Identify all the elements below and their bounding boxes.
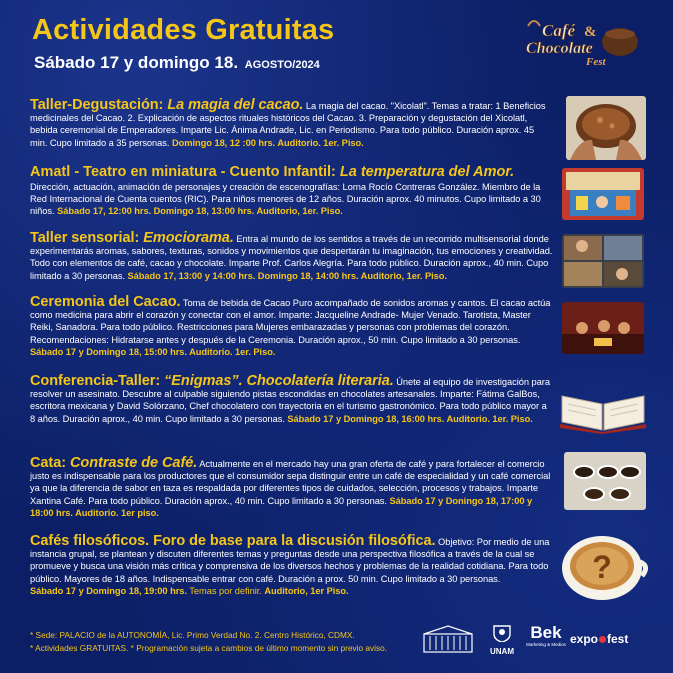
footer-venue: * Sede: PALACIO de la AUTONOMÍA, Lic. Primo Verdad No. 2. Centro Histórico, CDMX. (30, 630, 355, 640)
activity-description: Dirección, actuación, animación de personajes y creación de escenografías: Lorna Rocío Contreras González. Miembro de la Red Internacional de Cuenta cuentos (RIC). Para niños menores de 12 años. Duración aprox. 40 minutos. Cupo limitado a 30 niños. (30, 182, 541, 217)
svg-text:?: ? (592, 549, 612, 585)
activity-title-italic: Emociorama. (143, 230, 234, 246)
logo-text-fest: Fest (586, 56, 606, 68)
activity-title-italic: La temperatura del Amor. (339, 164, 515, 180)
puppet-theater-photo (562, 168, 644, 220)
activity-temperatura-del-amor (30, 164, 552, 218)
activity-schedule: Domingo 18, 12 :00 hrs. Auditorio. 1er. Piso. (171, 137, 364, 148)
activity-cafes-filosoficos (30, 535, 552, 597)
subtitle-date: AGOSTO/2024 (244, 59, 320, 71)
activity-description: La magia del cacao. "Xicolatl". Temas a tratar: 1 Beneficios medicinales del Cacao. 2. Explicación de aspectos rituales históricos del Cacao. 3. Preparación y degustación del Xicolatl, bebida ceremonial de Emperadores. Imparte Lic. Ánima Andrade, Lic. en Periodismo. Para todo público. Duración aprox. 45 min. Cupo limitado a 35 personas. (30, 101, 546, 148)
fest-text: fest (607, 632, 629, 646)
activity-contraste-de-cafe (30, 457, 554, 519)
activity-schedule: Sábado 17, 12:00 hrs. Domingo 18, 13:00 hrs. Auditorio, 1er. Piso. (57, 206, 343, 217)
bek-logo (526, 624, 566, 647)
page-title: Actividades Gratuitas (32, 14, 335, 46)
activity-schedule-note: Temas por definir. (189, 585, 262, 596)
activity-description: Objetivo: Por medio de una instancia grupal, se plantean y discuten diferentes temas y preguntas desde una perspectiva filosófica a través de la cual se promueve y busca una visión más crítica y comprensiva de los diversos hechos y problemas de la realidad cotidiana. Para todo público. Mayores de 18 años. Indispensable entrar con café. Duración a prox. 50 min. Cupo limitado a 30 personas. (30, 537, 550, 584)
activity-emociorama (30, 232, 554, 282)
cafe-chocolate-fest-logo (524, 12, 642, 68)
activity-schedule: Sábado 17 y Doningo 18, 17:00 y 18:00 hrs. Auditorio. 1er piso. (30, 495, 533, 518)
logo-text-cafe: Café (542, 21, 576, 40)
activity-title-italic: Contraste de Café. (70, 455, 198, 471)
activity-title-italic: La magia del cacao. (167, 97, 304, 113)
activity-title: Cafés filosóficos. Foro de base para la discusión filosófica. (30, 533, 436, 549)
bek-subtext: Marketing & Medios (526, 642, 566, 647)
cacao-drink-photo (566, 96, 646, 160)
unam-shield-icon (492, 624, 512, 642)
activity-title: Cata: (30, 455, 70, 471)
activity-schedule: Sábado 17 y Domingo 18, 16:00 hrs. Auditorio. 1er. Piso. (287, 413, 533, 424)
expo-dot-icon (599, 636, 606, 643)
cacao-ceremony-photo (562, 302, 644, 354)
coffee-cupping-photo (564, 452, 646, 510)
sensory-workshop-photo (562, 234, 644, 288)
activity-description: Únete al equipo de investigación para resolver un asesinato. Descubre al culpable siguiendo pistas escondidas en chocolates artesanales. Imparte: Fátima GalBos, escritora mexicana y David Solórzano, Chef chocolatero con trayectoria en el turismo gastronómico. Para todo público mayor a 8 años. Duración aprox., 40 min. Cupo limitado a 30 personas. (30, 377, 550, 424)
activity-description: Actualmente en el mercado hay una gran oferta de café y para fortalecer el comercio justo es indispensable para los productores que el consumidor sepa distinguir entre un café de especialidad y un café comercial ya que la diferencia de sabor en taza es respaldada por diferentes tipos de cuidados, selección, procesos y trabajos. Imparte Xantina Café. Para todo público. Duración aprox., 40 min. Cupo limitado a 30 personas. (30, 459, 551, 506)
activity-title: Ceremonia del Cacao. (30, 294, 181, 310)
activity-schedule-venue: Auditorio, 1er Piso. (264, 585, 349, 596)
activity-title: Taller sensorial: (30, 230, 144, 246)
coffee-question-cup-icon (556, 528, 648, 604)
activity-magia-del-cacao (30, 99, 552, 149)
logo-text-chocolate: Chocolate (526, 40, 593, 57)
activity-title: Amatl - Teatro en miniatura - Cuento Infantil: (30, 164, 340, 180)
subtitle-days: Sábado 17 y domingo 18. (34, 53, 239, 72)
unam-logo (484, 624, 520, 656)
activity-title: Conferencia-Taller: (30, 373, 165, 389)
expo-text: expo (570, 632, 599, 646)
open-book-icon (558, 378, 648, 434)
page-subtitle (34, 53, 320, 73)
activity-enigmas (30, 375, 550, 425)
palacio-autonomia-logo (420, 624, 476, 656)
activity-schedule: Sábado 17 y Domingo 18, 19:00 hrs. (30, 585, 187, 596)
bek-text: Bek (530, 623, 562, 642)
activity-description: Entra al mundo de los sentidos a través de un recorrido multisensorial donde experimentarás aromas, sabores, texturas, sonidos y movimientos que despertarán tu imaginación, tus emociones y creatividad. Todo con elementos de café, cacao y chocolate. Imparte Prof. Carlos Alegría. Para todo público. Duración aprox., 40 min. Cupo limitado a 30 personas. (30, 234, 553, 281)
activity-schedule: Sábado 17, 13:00 y 14:00 hrs. Domingo 18, 14:00 hrs. Auditorio, 1er. Piso. (127, 270, 447, 281)
activity-title-italic: “Enigmas”. Chocolatería literaria. (164, 373, 394, 389)
activity-title: Taller-Degustación: (30, 97, 168, 113)
unam-text: UNAM (490, 647, 514, 656)
footer-notes: * Actividades GRATUITAS. * Programación sujeta a cambios de último momento sin previo aviso. (30, 643, 388, 653)
activity-description: Toma de bebida de Cacao Puro acompañado de sonidos aromas y cantos. El cacao actúa como medicina para abrir el corazón y conectar con el amor. Imparte: Jacqueline Andrade- Mujer Venado. Tarotista, Master Reiki, Sanadora. Para todo público. Restricciones para Mujeres embarazadas y personas con problemas del corazón. Recomendaciones: Hidratarse antes y después de la Ceremonia. Duración aprox., 50 min. Cupo limitado a 30 personas. (30, 298, 551, 345)
logo-text-amp: & (584, 24, 597, 40)
expo-fest-logo (570, 632, 634, 646)
activity-ceremonia-del-cacao (30, 296, 552, 358)
activity-schedule: Sábado 17 y Domingo 18, 15:00 hrs. Auditorio. 1er. Piso. (30, 346, 276, 357)
